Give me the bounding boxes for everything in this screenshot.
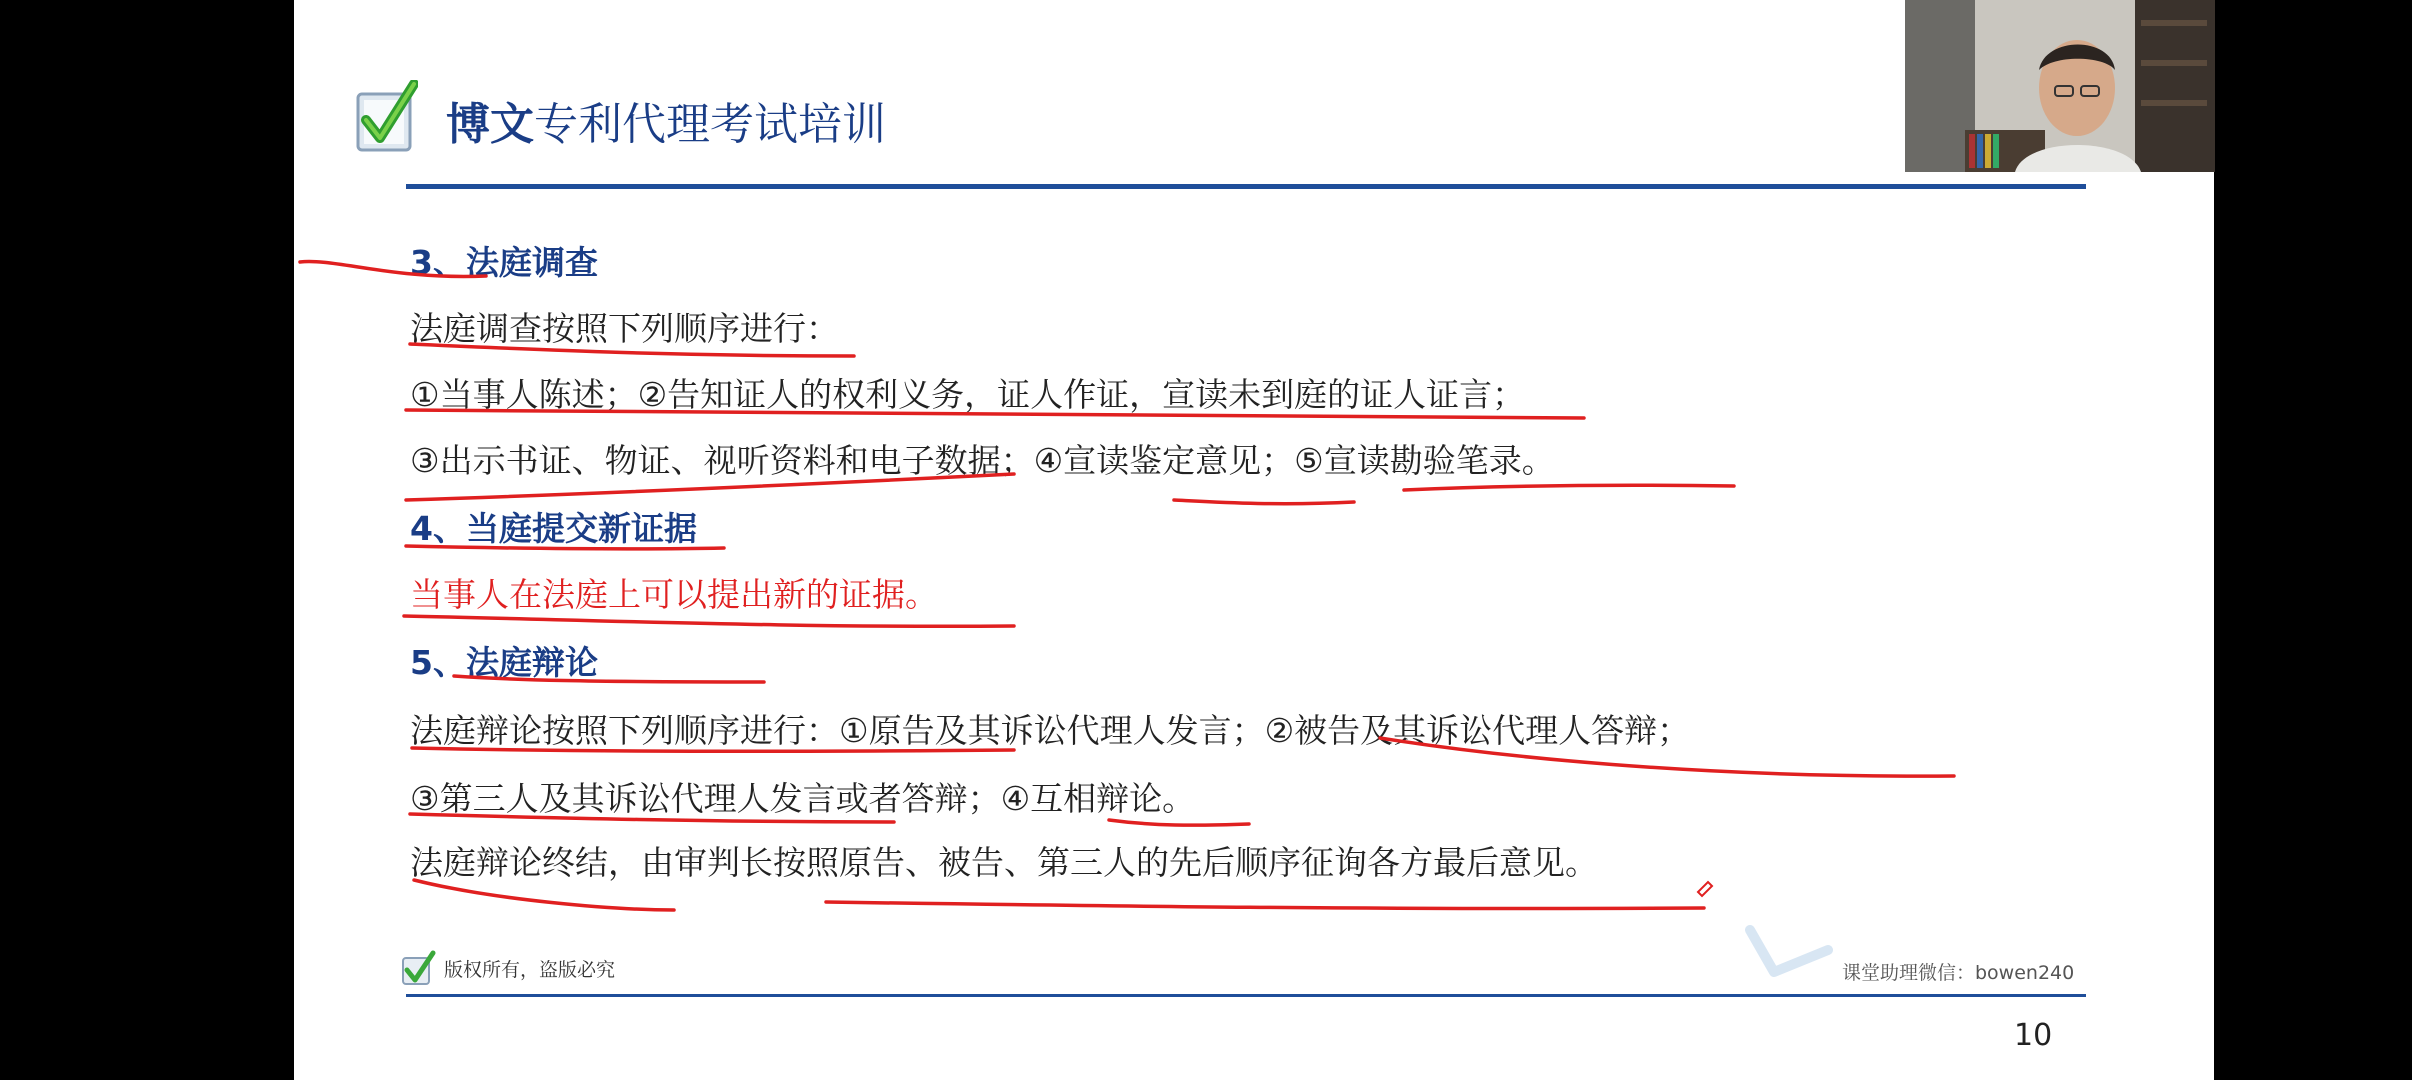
section-heading-new-evidence: 4、当庭提交新证据: [410, 509, 697, 548]
page-number: 10: [2014, 1018, 2053, 1053]
footer-copyright: [402, 950, 615, 991]
section-heading-court-debate: 5、法庭辩论: [410, 643, 598, 682]
content-line: ①当事人陈述；②告知证人的权利义务，证人作证，宣读未到庭的证人证言；: [410, 375, 1526, 414]
section-heading-court-investigation: 3、法庭调查: [410, 243, 598, 282]
content-line: ③第三人及其诉讼代理人发言或者答辩；④互相辩论。: [410, 779, 1196, 818]
brand-title-bold: 博文: [446, 99, 534, 150]
content-line: 法庭辩论终结，由审判长按照原告、被告、第三人的先后顺序征询各方最后意见。: [410, 843, 1598, 882]
copyright-text: 版权所有，盗版必究: [444, 959, 616, 981]
content-line-highlight: 当事人在法庭上可以提出新的证据。: [410, 575, 938, 614]
presenter-webcam: [1905, 0, 2215, 172]
footer-divider: [406, 994, 2086, 997]
watermark-logo-icon: [1744, 920, 1834, 980]
checkmark-logo-icon: [356, 80, 418, 154]
small-checkmark-icon: [402, 950, 436, 991]
content-line: 法庭辩论按照下列顺序进行：①原告及其诉讼代理人发言；②被告及其诉讼代理人答辩；: [410, 711, 1691, 750]
brand-title-rest: 专利代理考试培训: [534, 99, 886, 150]
brand-title: [446, 88, 886, 152]
header-divider: [406, 184, 2086, 189]
footer-contact: 课堂助理微信：bowen240: [1842, 962, 2075, 984]
content-line: ③出示书证、物证、视听资料和电子数据；④宣读鉴定意见；⑤宣读勘验笔录。: [410, 441, 1555, 480]
content-line: 法庭调查按照下列顺序进行：: [410, 309, 839, 348]
